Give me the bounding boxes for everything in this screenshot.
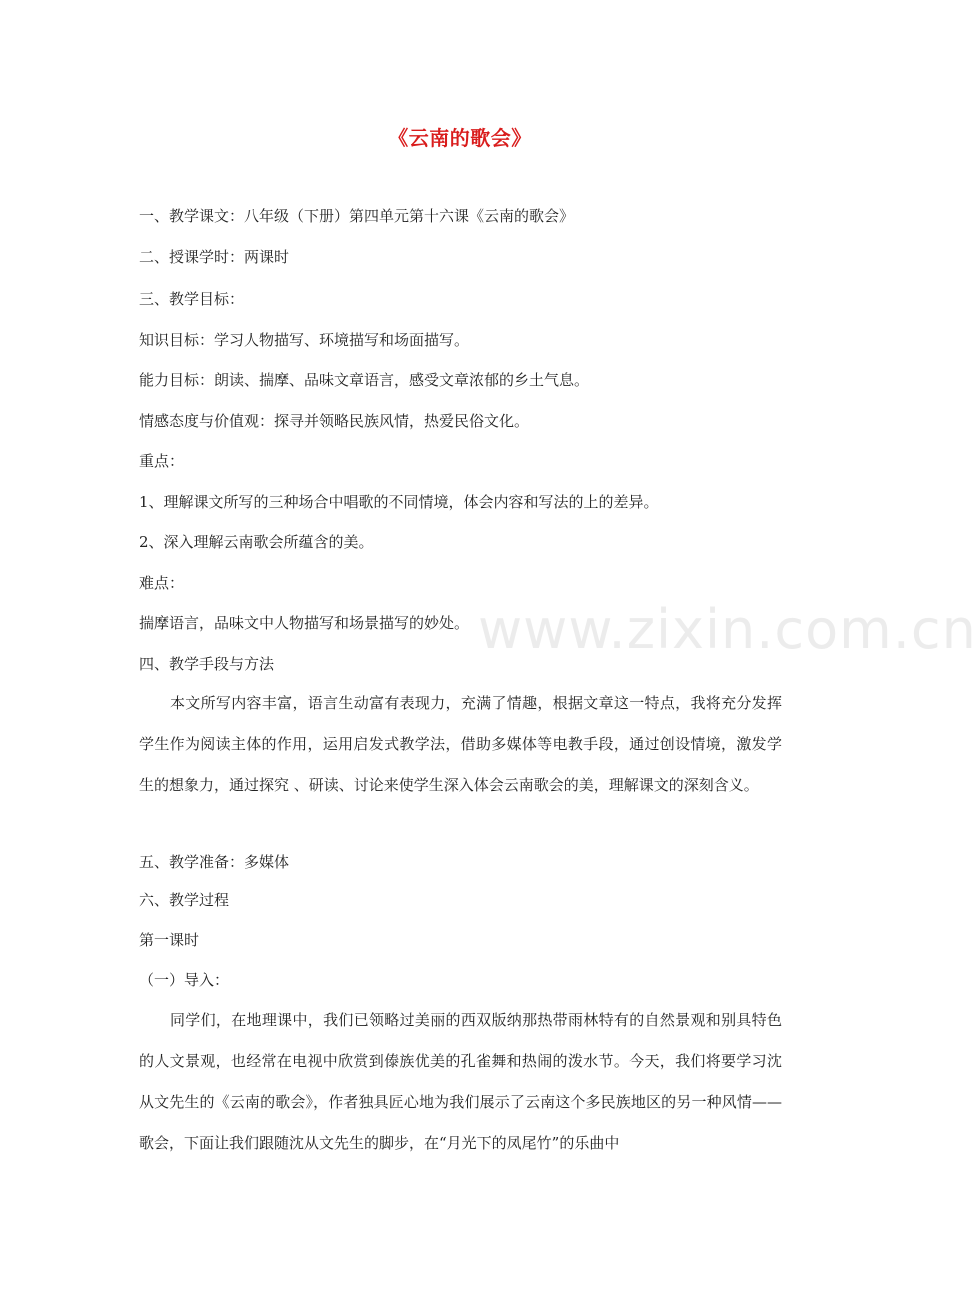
text-line-methods-heading: 四、教学手段与方法 xyxy=(139,655,275,673)
text-line-preparation: 五、教学准备：多媒体 xyxy=(139,853,290,871)
text-line-process-heading: 六、教学过程 xyxy=(139,891,230,909)
text-line-first-lesson: 第一课时 xyxy=(139,931,200,949)
document-title: 《云南的歌会》 xyxy=(388,126,532,150)
text-line-attitude-goal: 情感态度与价值观：探寻并领略民族风情，热爱民俗文化。 xyxy=(139,412,530,430)
text-line-knowledge-goal: 知识目标：学习人物描写、环境描写和场面描写。 xyxy=(139,331,470,349)
text-line-key-point-1: 1、理解课文所写的三种场合中唱歌的不同情境，体会内容和写法的上的差异。 xyxy=(139,493,659,511)
text-line-introduction-heading: （一）导入： xyxy=(139,971,230,989)
text-line-key-point-2: 2、深入理解云南歌会所蕴含的美。 xyxy=(139,533,374,551)
text-line-difficulty: 揣摩语言，品味文中人物描写和场景描写的妙处。 xyxy=(139,614,470,632)
text-line-difficulty-heading: 难点： xyxy=(139,574,185,592)
text-line-key-points-heading: 重点： xyxy=(139,452,185,470)
text-line-hours: 二、授课学时：两课时 xyxy=(139,248,290,266)
paragraph-introduction: 同学们，在地理课中，我们已领略过美丽的西双版纳那热带雨林特有的自然景观和别具特色的人文景观，也经常在电视中欣赏到傣族优美的孔雀舞和热闹的泼水节。今天，我们将要学习沈从文先生的《云南的歌会》，作者独具匠心地为我们展示了云南这个多民族地区的另一种风情——歌会，下面让我们跟随沈从文先生的脚步，在“月光下的凤尾竹”的乐曲中 xyxy=(139,1011,782,1152)
paragraph-methods: 本文所写内容丰富，语言生动富有表现力，充满了情趣，根据文章这一特点，我将充分发挥学生作为阅读主体的作用，运用启发式教学法，借助多媒体等电教手段，通过创设情境，激发学生的想象力，通过探究 、研读、讨论来使学生深入体会云南歌会的美，理解课文的深刻含义。 xyxy=(139,694,782,794)
text-line-objectives-heading: 三、教学目标： xyxy=(139,290,245,308)
text-line-ability-goal: 能力目标：朗读、揣摩、品味文章语言，感受文章浓郁的乡土气息。 xyxy=(139,371,590,389)
text-line-lesson: 一、教学课文：八年级（下册）第四单元第十六课《云南的歌会》 xyxy=(139,207,575,225)
watermark: www.zixin.com.cn xyxy=(478,598,977,661)
